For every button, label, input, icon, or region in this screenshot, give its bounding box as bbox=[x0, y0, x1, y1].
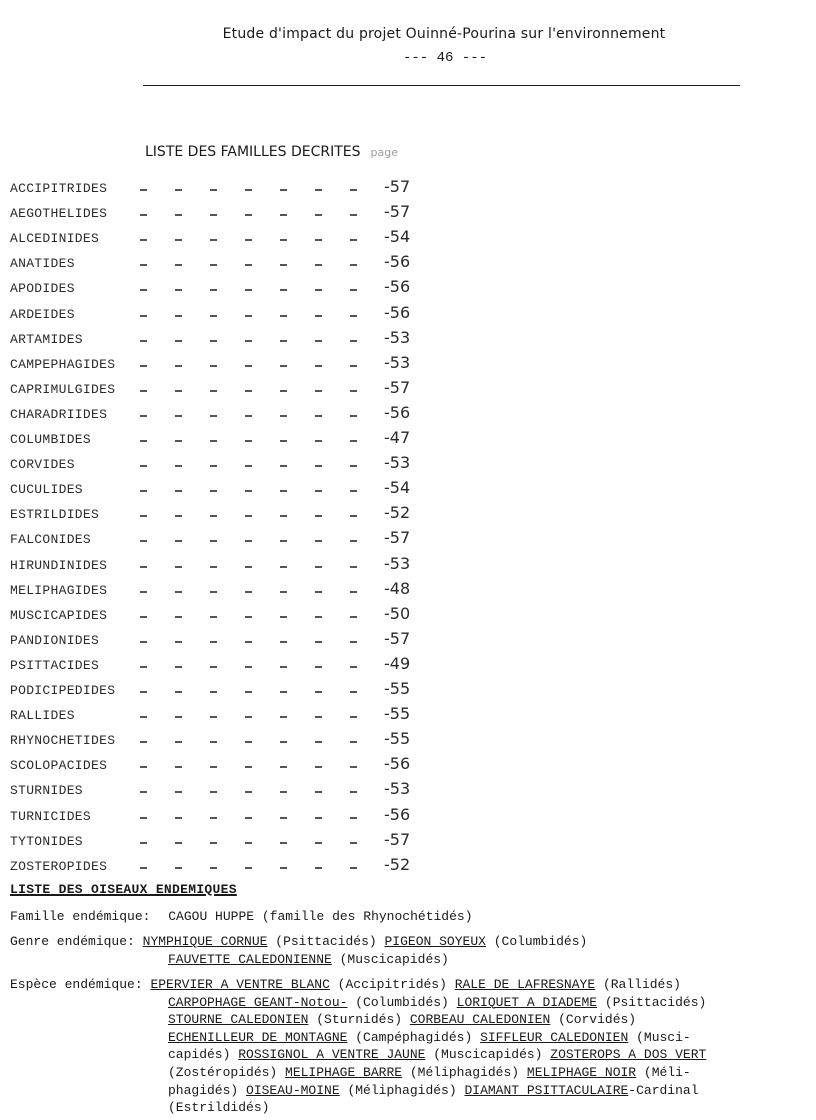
family-name: ANATIDES bbox=[10, 256, 75, 272]
family-row bbox=[0, 604, 460, 629]
family-row bbox=[0, 353, 460, 378]
dash-leader bbox=[140, 691, 380, 693]
dash-leader bbox=[140, 616, 380, 618]
dash-leader bbox=[140, 264, 380, 266]
family-name: CAPRIMULGIDES bbox=[10, 381, 116, 397]
endemic-list-title: LISTE DES OISEAUX ENDEMIQUES bbox=[10, 882, 237, 897]
family-name: ESTRILDIDES bbox=[10, 507, 100, 523]
family-page-number: -53 bbox=[384, 779, 411, 799]
family-page-number: -53 bbox=[384, 553, 411, 573]
family-row bbox=[0, 679, 460, 704]
family-page-number: -55 bbox=[384, 704, 411, 724]
dash-leader bbox=[140, 716, 380, 718]
family-row bbox=[0, 478, 460, 503]
family-annotation: (Estrildidés) bbox=[168, 1100, 270, 1116]
dash-leader bbox=[140, 365, 380, 367]
family-page-number: -56 bbox=[384, 754, 411, 774]
family-annotation: (Zostéropidés) bbox=[168, 1064, 286, 1080]
species-name: RALE DE LAFRESNAYE bbox=[454, 977, 596, 992]
species-name: FAUVETTE CALEDONIENNE bbox=[168, 952, 332, 967]
page-number: --- 46 --- bbox=[402, 50, 487, 66]
family-row bbox=[0, 277, 460, 302]
family-annotation: (Sturnidés) bbox=[308, 1012, 410, 1028]
family-name: ACCIPITRIDES bbox=[10, 181, 108, 196]
family-page-number: -56 bbox=[384, 277, 411, 297]
genre-line-1 bbox=[10, 933, 810, 951]
family-page-number: -47 bbox=[384, 428, 411, 447]
dash-leader bbox=[140, 189, 380, 191]
genre-label: Genre endémique: bbox=[10, 934, 135, 949]
family-row bbox=[0, 303, 460, 328]
family-annotation: -Cardinal bbox=[628, 1082, 699, 1098]
dash-leader bbox=[140, 415, 380, 417]
family-row bbox=[0, 403, 460, 428]
dash-leader bbox=[140, 315, 380, 317]
species-name: CORBEAU CALEDONIEN bbox=[409, 1012, 551, 1028]
family-annotation: (Muscicapidés) bbox=[331, 952, 449, 967]
family-row bbox=[0, 704, 460, 729]
family-row bbox=[0, 328, 460, 353]
family-row bbox=[0, 729, 460, 754]
espece-line bbox=[10, 1046, 800, 1064]
family-page-number: -54 bbox=[384, 227, 411, 247]
family-row bbox=[0, 830, 460, 855]
family-annotation: phagidés) bbox=[168, 1082, 247, 1098]
dash-leader bbox=[140, 540, 380, 542]
family-name: ALCEDINIDES bbox=[10, 231, 100, 247]
family-name: PODICIPEDIDES bbox=[10, 683, 116, 698]
family-name: TYTONIDES bbox=[10, 833, 83, 849]
family-page-number: -49 bbox=[384, 653, 411, 673]
family-page-number: -56 bbox=[384, 402, 411, 422]
family-row bbox=[0, 629, 460, 654]
family-row bbox=[0, 503, 460, 528]
families-list-title bbox=[145, 144, 398, 160]
species-name: NYMPHIQUE CORNUE bbox=[142, 934, 268, 949]
family-annotation: (Columbidés) bbox=[485, 934, 588, 949]
dash-leader bbox=[140, 641, 380, 643]
espece-continuation-lines bbox=[10, 994, 800, 1117]
family-name: CORVIDES bbox=[10, 457, 75, 473]
dash-leader bbox=[140, 465, 380, 467]
family-annotation: (Columbidés) bbox=[347, 994, 457, 1010]
family-name: CUCULIDES bbox=[10, 482, 83, 498]
family-name: HIRUNDINIDES bbox=[10, 557, 108, 573]
family-row bbox=[0, 528, 460, 553]
family-page-number: -48 bbox=[384, 578, 411, 598]
family-name: ZOSTEROPIDES bbox=[10, 858, 108, 874]
family-page-number: -56 bbox=[384, 252, 411, 272]
dash-leader bbox=[140, 741, 380, 743]
family-page-number: -55 bbox=[384, 679, 411, 698]
species-name: DIAMANT PSITTACULAIRE bbox=[464, 1082, 629, 1098]
family-name: RALLIDES bbox=[10, 708, 75, 724]
family-annotation: (Corvidés) bbox=[550, 1012, 637, 1028]
family-row bbox=[0, 579, 460, 604]
genre-line-1-content bbox=[143, 934, 588, 949]
species-name: MELIPHAGE BARRE bbox=[285, 1064, 403, 1080]
dash-leader bbox=[140, 591, 380, 593]
species-name: STOURNE CALEDONIEN bbox=[168, 1012, 309, 1028]
espece-line bbox=[10, 1029, 800, 1047]
family-row bbox=[0, 805, 460, 830]
espece-line-1 bbox=[10, 976, 800, 994]
dash-leader bbox=[140, 490, 380, 492]
dash-leader bbox=[140, 791, 380, 793]
espece-endemique-block bbox=[10, 976, 800, 1117]
dash-leader bbox=[140, 515, 380, 517]
family-page-number: -57 bbox=[384, 528, 411, 548]
families-list-title-text: LISTE DES FAMILLES DECRITES bbox=[145, 144, 361, 160]
dash-leader bbox=[140, 817, 380, 819]
dash-leader bbox=[140, 239, 380, 241]
species-name: SIFFLEUR CALEDONIEN bbox=[480, 1029, 629, 1045]
family-page-number: -56 bbox=[384, 804, 411, 824]
espece-line bbox=[10, 1082, 800, 1100]
espece-line bbox=[10, 994, 800, 1012]
family-page-number: -57 bbox=[384, 202, 411, 222]
family-row bbox=[0, 779, 460, 804]
dash-leader bbox=[140, 340, 380, 342]
family-name: MUSCICAPIDES bbox=[10, 607, 108, 623]
family-page-number: -52 bbox=[384, 854, 411, 874]
family-annotation: (Psittacidés) bbox=[267, 934, 385, 949]
family-name: SCOLOPACIDES bbox=[10, 758, 108, 774]
dash-leader bbox=[140, 766, 380, 768]
species-name: MELIPHAGE NOIR bbox=[526, 1064, 637, 1080]
family-name: CAMPEPHAGIDES bbox=[10, 356, 116, 372]
espece-line bbox=[10, 1099, 800, 1117]
famille-text: CAGOU HUPPE (famille des Rhynochétidés) bbox=[168, 909, 473, 924]
species-name: ZOSTEROPS A DOS VERT bbox=[550, 1047, 707, 1063]
family-row bbox=[0, 554, 460, 579]
family-annotation: (Psittacidés) bbox=[597, 994, 707, 1010]
species-name: PIGEON SOYEUX bbox=[384, 934, 486, 949]
family-page-number: -55 bbox=[384, 729, 411, 749]
page-column-label: page bbox=[370, 146, 398, 159]
document-header-title: Etude d'impact du projet Ouinné-Pourina sur l'environnement bbox=[222, 26, 666, 42]
family-annotation: (Méli- bbox=[636, 1064, 691, 1080]
family-row bbox=[0, 855, 460, 880]
dash-leader bbox=[140, 666, 380, 668]
family-name: PANDIONIDES bbox=[10, 632, 100, 648]
family-page-number: -53 bbox=[384, 453, 411, 473]
species-name: ECHENILLEUR DE MONTAGNE bbox=[168, 1029, 348, 1045]
family-name: ARDEIDES bbox=[10, 306, 75, 322]
family-page-number: -57 bbox=[384, 177, 411, 196]
espece-label: Espèce endémique: bbox=[10, 977, 143, 992]
dash-leader bbox=[140, 440, 380, 442]
family-annotation: (Musci- bbox=[628, 1029, 691, 1045]
famille-endemique-line bbox=[10, 909, 473, 924]
family-row bbox=[0, 227, 460, 252]
dash-leader bbox=[140, 214, 380, 216]
family-row bbox=[0, 378, 460, 403]
family-name: APODIDES bbox=[10, 281, 75, 297]
species-name: CARPOPHAGE GEANT-Notou- bbox=[168, 994, 348, 1010]
family-name: PSITTACIDES bbox=[10, 657, 100, 673]
family-name: TURNICIDES bbox=[10, 808, 92, 824]
family-annotation: (Méliphagidés) bbox=[339, 1082, 465, 1098]
family-name: CHARADRIIDES bbox=[10, 406, 108, 422]
species-name: ROSSIGNOL A VENTRE JAUNE bbox=[238, 1047, 426, 1063]
family-page-number: -50 bbox=[384, 603, 411, 623]
espece-line bbox=[10, 1064, 800, 1082]
family-name: ARTAMIDES bbox=[10, 331, 83, 347]
family-name: COLUMBIDES bbox=[10, 432, 92, 447]
famille-label: Famille endémique: bbox=[10, 909, 151, 924]
family-row bbox=[0, 654, 460, 679]
family-annotation: (Campéphagidés) bbox=[347, 1029, 481, 1045]
family-row bbox=[0, 202, 460, 227]
dash-leader bbox=[140, 842, 380, 844]
family-row bbox=[0, 754, 460, 779]
genre-line-2 bbox=[10, 951, 810, 969]
family-page-number: -56 bbox=[384, 302, 411, 322]
family-page-number: -57 bbox=[384, 628, 411, 648]
dash-leader bbox=[140, 289, 380, 291]
family-page-number: -57 bbox=[384, 829, 411, 849]
family-name: FALCONIDES bbox=[10, 532, 92, 548]
family-annotation: (Muscicapidés) bbox=[425, 1047, 551, 1063]
family-annotation: (Accipitridés) bbox=[329, 977, 455, 992]
family-name: RHYNOCHETIDES bbox=[10, 733, 116, 749]
family-page-number: -53 bbox=[384, 327, 411, 347]
family-page-number: -53 bbox=[384, 352, 411, 372]
espece-line-1-content bbox=[150, 977, 681, 992]
family-name: STURNIDES bbox=[10, 783, 83, 799]
family-row bbox=[0, 177, 460, 202]
family-page-number: -52 bbox=[384, 503, 411, 523]
family-name: AEGOTHELIDES bbox=[10, 206, 108, 222]
family-annotation: (Méliphagidés) bbox=[402, 1064, 527, 1080]
dash-leader bbox=[140, 390, 380, 392]
family-annotation: (Rallidés) bbox=[595, 977, 681, 992]
dash-leader bbox=[140, 867, 380, 869]
header-rule bbox=[143, 85, 740, 86]
family-row bbox=[0, 252, 460, 277]
espece-line bbox=[10, 1011, 800, 1029]
family-row bbox=[0, 428, 460, 453]
family-row bbox=[0, 453, 460, 478]
genre-endemique-block bbox=[10, 933, 810, 969]
species-name: EPERVIER A VENTRE BLANC bbox=[150, 977, 330, 992]
species-name: LORIQUET A DIADEME bbox=[456, 994, 598, 1010]
dash-leader bbox=[140, 566, 380, 568]
family-page-number: -57 bbox=[384, 377, 411, 397]
family-page-number: -54 bbox=[384, 478, 411, 498]
family-name: MELIPHAGIDES bbox=[10, 582, 108, 598]
species-name: OISEAU-MOINE bbox=[246, 1082, 340, 1098]
family-annotation: capidés) bbox=[168, 1047, 239, 1063]
